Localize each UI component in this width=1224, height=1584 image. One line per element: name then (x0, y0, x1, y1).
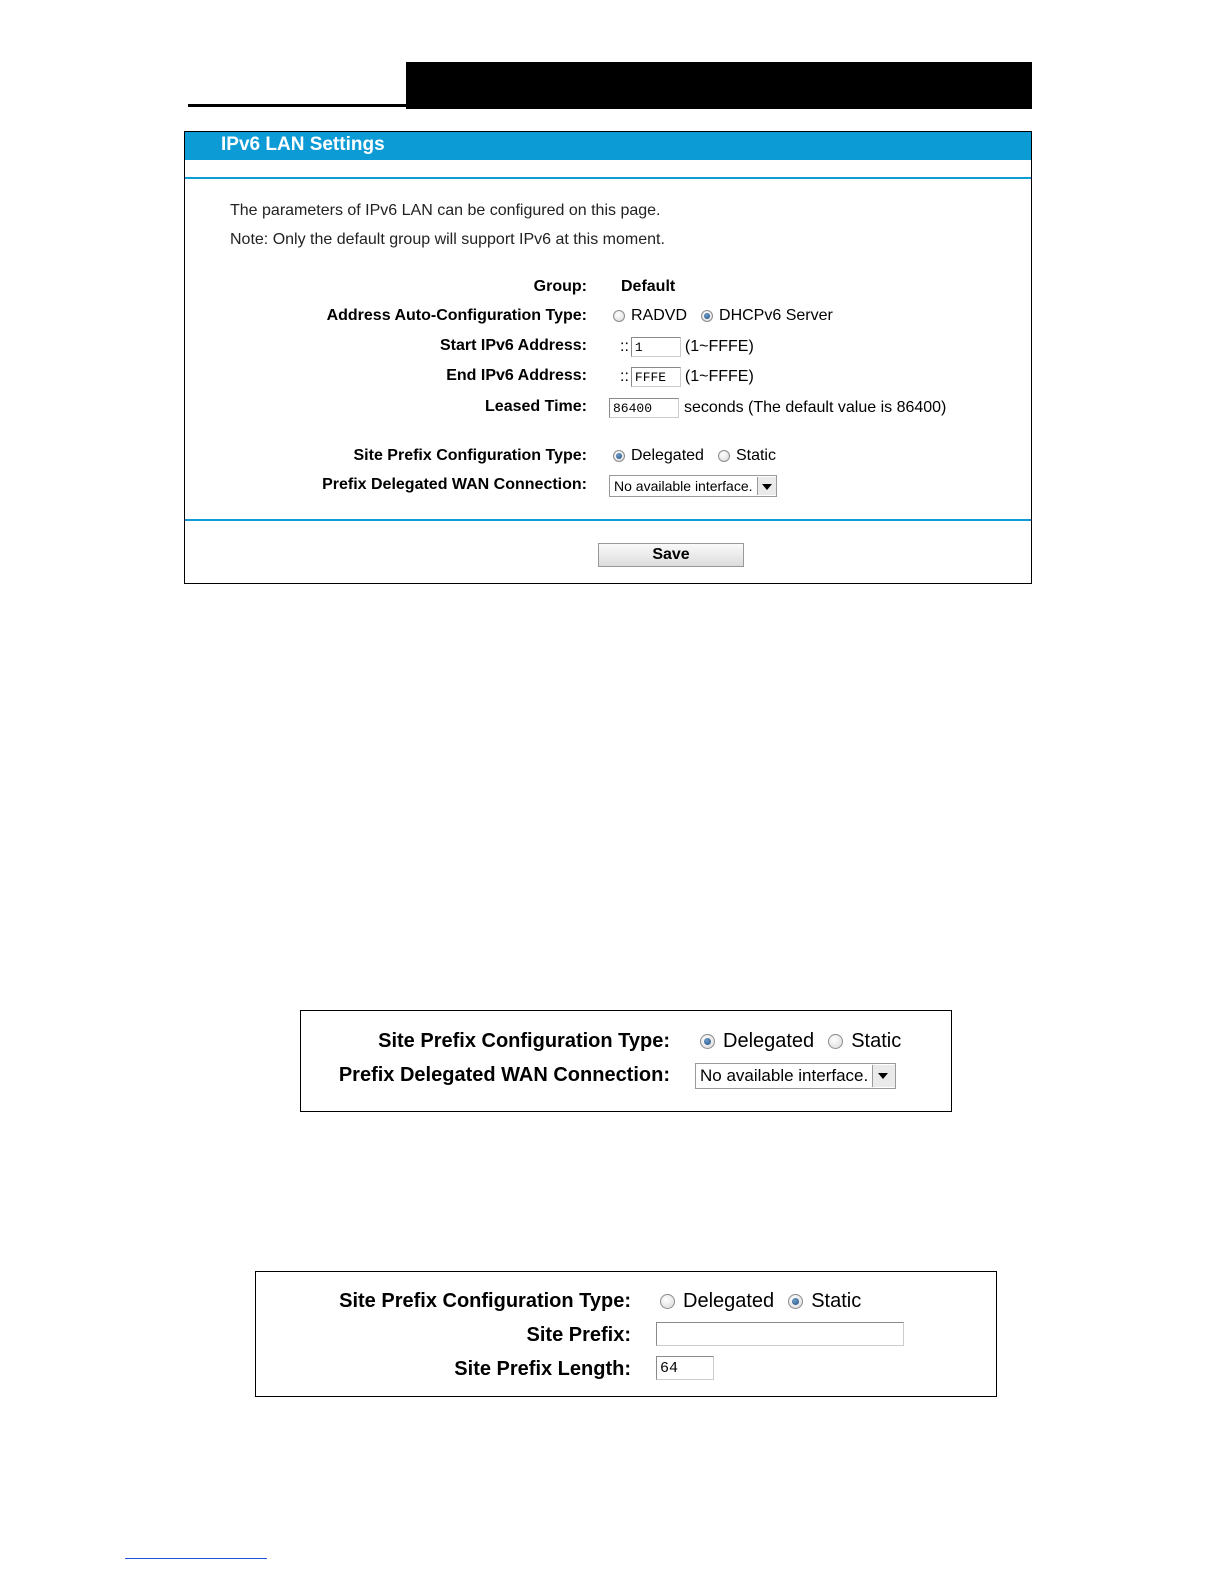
start-address-hint: (1~FFFE) (684, 338, 754, 355)
divider-top (185, 177, 1031, 179)
header-bar (406, 62, 1032, 109)
start-address-row (620, 337, 754, 357)
static-label: Static (735, 447, 776, 464)
autoconf-options (613, 307, 847, 325)
wan-connection-row (695, 1063, 896, 1089)
wan-connection-label: Prefix Delegated WAN Connection: (338, 1064, 670, 1086)
end-address-input[interactable]: FFFE (631, 367, 681, 387)
end-address-prefix: :: (620, 368, 629, 385)
delegated-radio[interactable] (613, 450, 625, 462)
leased-time-row (609, 398, 946, 418)
delegated-label: Delegated (683, 1290, 775, 1312)
divider-bottom (185, 519, 1031, 521)
save-button[interactable]: Save (598, 543, 744, 567)
leased-time-input[interactable]: 86400 (609, 398, 679, 418)
site-prefix-type-options (700, 1030, 915, 1053)
wan-connection-value: No available interface. (614, 478, 753, 494)
delegated-radio[interactable] (660, 1294, 675, 1309)
site-prefix-type-label: Site Prefix Configuration Type: (353, 447, 587, 464)
static-radio[interactable] (828, 1034, 843, 1049)
site-prefix-type-options (660, 1290, 875, 1313)
site-prefix-type-label: Site Prefix Configuration Type: (339, 1290, 631, 1312)
delegated-label: Delegated (631, 447, 704, 464)
static-radio[interactable] (718, 450, 730, 462)
end-address-label: End IPv6 Address: (446, 367, 587, 384)
wan-connection-label: Prefix Delegated WAN Connection: (322, 476, 587, 493)
static-label: Static (811, 1290, 862, 1312)
site-prefix-input[interactable] (656, 1322, 904, 1346)
site-prefix-length-input[interactable]: 64 (656, 1356, 714, 1380)
dhcpv6-server-radio[interactable] (701, 310, 713, 322)
radvd-radio[interactable] (613, 310, 625, 322)
site-prefix-type-options (613, 447, 790, 465)
panel-title-bar (185, 132, 1031, 160)
static-radio[interactable] (788, 1294, 803, 1309)
delegated-label: Delegated (723, 1030, 815, 1052)
header-rule (188, 104, 406, 107)
site-prefix-length-label: Site Prefix Length: (454, 1358, 631, 1380)
group-label: Group: (533, 278, 587, 295)
wan-connection-value: No available interface. (700, 1066, 869, 1085)
dhcpv6-server-label: DHCPv6 Server (719, 307, 833, 324)
delegated-example-box (300, 1010, 952, 1112)
end-address-hint: (1~FFFE) (684, 368, 754, 385)
site-prefix-label: Site Prefix: (526, 1324, 631, 1346)
ipv6-lan-settings-panel (184, 131, 1032, 584)
panel-title: IPv6 LAN Settings (221, 134, 385, 155)
note-text: Note: Only the default group will support IPv6 at this moment. (230, 231, 665, 248)
end-address-row (620, 367, 754, 387)
chevron-down-icon[interactable] (872, 1065, 895, 1087)
site-prefix-length-row (656, 1356, 714, 1380)
radvd-label: RADVD (631, 307, 688, 324)
start-address-label: Start IPv6 Address: (439, 337, 587, 354)
footer-link-underline[interactable] (125, 1558, 267, 1559)
leased-time-label: Leased Time: (485, 398, 587, 415)
static-label: Static (851, 1030, 902, 1052)
chevron-down-icon[interactable] (757, 477, 776, 495)
start-address-prefix: :: (620, 338, 629, 355)
static-example-box (255, 1271, 997, 1397)
site-prefix-row (656, 1322, 904, 1346)
wan-connection-select[interactable] (609, 475, 777, 497)
wan-connection-select[interactable] (695, 1063, 896, 1089)
site-prefix-type-label: Site Prefix Configuration Type: (378, 1030, 670, 1052)
autoconf-label: Address Auto-Configuration Type: (326, 307, 587, 324)
start-address-input[interactable]: 1 (631, 337, 681, 357)
wan-connection-row (609, 475, 777, 497)
group-value: Default (621, 278, 676, 295)
intro-text: The parameters of IPv6 LAN can be configured on this page. (230, 202, 661, 219)
delegated-radio[interactable] (700, 1034, 715, 1049)
leased-time-hint: seconds (The default value is 86400) (684, 399, 947, 416)
